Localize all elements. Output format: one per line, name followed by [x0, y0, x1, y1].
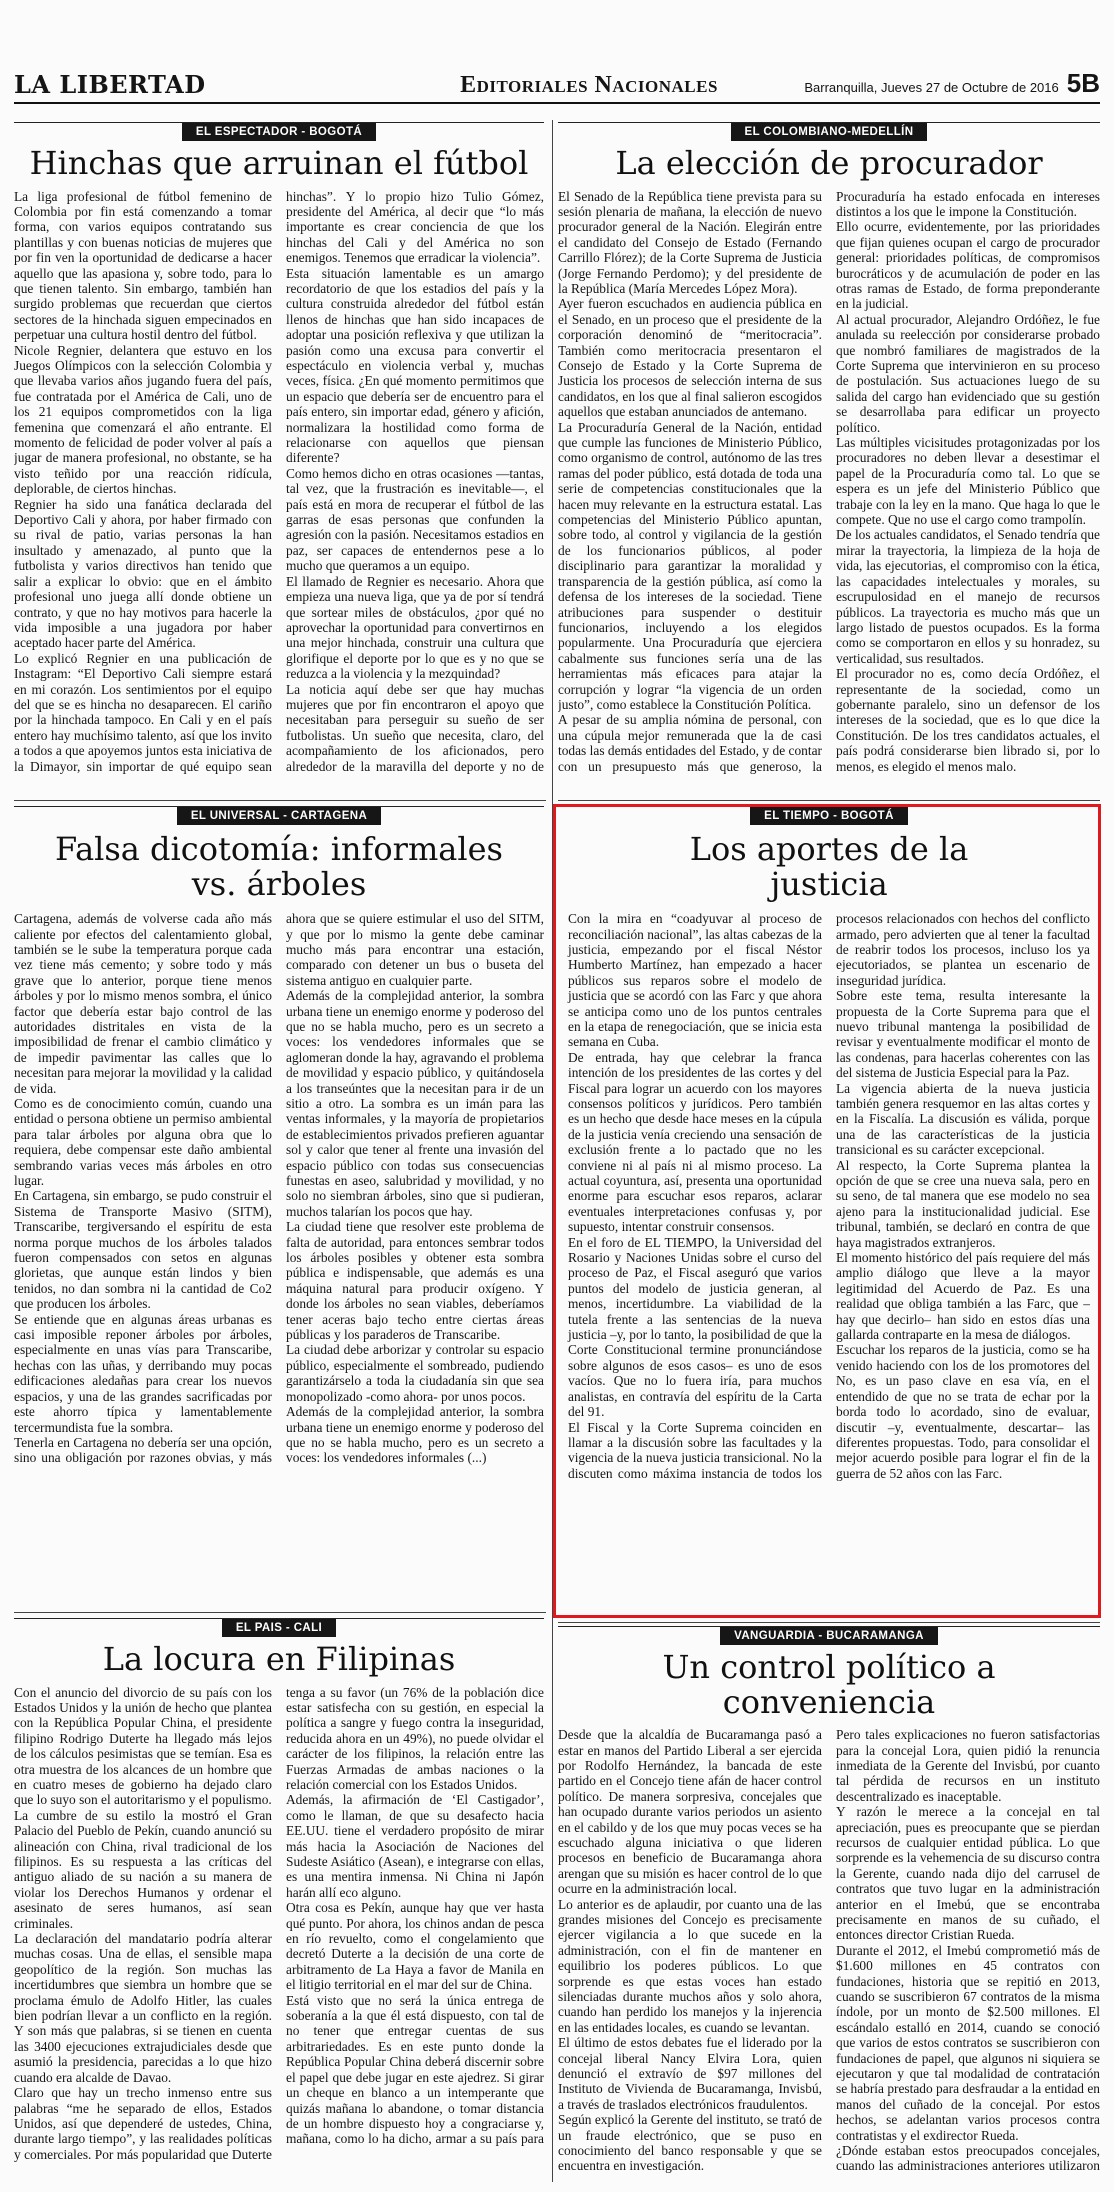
paragraph: El Senado de la República tiene prevista para su sesión plenaria de mañana, la elección de nuevo procurador general de la Nación. Elegirán entre el candidato del Consejo de Estado (Fernando Carrillo Flórez); de la Corte Suprema de Justicia (Jorge Fernando Perdomo); y del presidente de la República (María Mercedes López Mora).	[558, 188, 822, 296]
paragraph: El llamado de Regnier es necesario. Ahora que empieza una nueva liga, que ya de por sí tendrá que sortear miles de obstáculos, ¿por qué no aprovechar la oportunidad para convertirnos en una mejor hinchada, construir una cultura que glorifique el deporte por lo que es y no que se reduzca a la violencia y la mezquindad?	[286, 573, 544, 682]
editorial-dicotomia	[14, 806, 544, 1606]
paragraph: Y razón le merece a la concejal en tal apreciación, pues es preocupante que se pierdan recursos de cualquier entidad pública. Lo que sorprende es la vehemencia de su discurso contra la Gerente, cuando nada dijo del carrusel de contratos que tuvo lugar en la administración anterior en el Imebú, que se encontraba precisamente en manos de su cuñado, el entonces director Cristian Rueda.	[836, 1804, 1100, 1943]
headline: La elección de procurador	[615, 144, 1043, 182]
editorial-control-politico	[558, 1626, 1100, 2184]
article-body	[14, 911, 544, 1591]
dateline: Barranquilla, Jueves 27 de Octubre de 2016	[804, 80, 1059, 95]
paragraph: La vigencia abierta de la nueva justicia también genera resquemor en las altas cortes y en la Fiscalía. La discusión es válida, porque una de las características de la justicia transicional es su carácter excepcional.	[836, 1080, 1090, 1158]
paragraph: Lo explicó Regnier en una publicación de Instagram: “El Deportivo Cali siempre estará en mi corazón. Los sentimientos por el equipo del que se es hincha no desaparecen. El cariño por la hinchada tampoco. En Cali y en el país entero hay muchísimo talento, así que los invito a todos a que apoyemos juntos esta iniciativa de la Dimayor, sin importar de qué equipo sean hinchas”. Y lo propio hizo Tulio Gómez, presidente del América, al decir que “lo más importante es crear conciencia de que los hinchas del Cali y del América no son enemigos. Tenemos que erradicar la violencia”.	[14, 188, 544, 774]
paragraph: El momento histórico del país requiere del más amplio diálogo que lleve a la mayor legitimidad del Acuerdo de Paz. Es una realidad que obliga también a las Farc, que –hay que decirlo– han sido en estos días una gallarda contraparte en la mesa de diálogos.	[836, 1250, 1090, 1343]
paragraph: Regnier ha sido una fanática declarada del Deportivo Cali y ahora, por haber firmado con su rival de patio, varias personas la han insultado y amenazado, al punto que la futbolista y varios directivos han tenido que salir a explicar lo obvio: que en el ámbito profesional uno juega allí donde obtiene un contrato, y que no hay motivos para hacerle la vida imposible a una jugadora por haber aceptado hacer parte del América.	[14, 496, 272, 651]
section-title: Editoriales Nacionales	[460, 72, 718, 98]
paragraph: Las múltiples vicisitudes protagonizadas por los procuradores no deben llevar a desestimar el papel de la Procuraduría como tal. Lo que se espera es un jefe del Ministerio Público que trabaje con la ley en la mano. Que haga lo que le compete. Que no use el cargo como trampolín.	[836, 435, 1100, 528]
source-tag: EL TIEMPO - BOGOTÁ	[750, 807, 908, 825]
source-tag: EL UNIVERSAL - CARTAGENA	[177, 807, 381, 825]
paragraph: De los actuales candidatos, el Senado tendría que mirar la trayectoria, la limpieza de la hoja de vida, las ejecutorias, el compromiso con la ética, las capacidades intelectuales y morales, su escrupulosidad en el manejo de recursos públicos. La trayectoria es mucho más que un largo listado de puestos ocupados. Es la forma como se comportaron en ellos y su honradez, su verticalidad, sus resultados.	[836, 527, 1100, 666]
paragraph: Con la mira en “coadyuvar al proceso de reconciliación nacional”, las altas cabezas de la justicia, empezando por el fiscal Néstor Humberto Martínez, han empezado a hacer públicos sus reparos sobre el modelo de justicia que se acordó con las Farc y que ahora se anticipa como uno de los puntos centrales en la etapa de renegociación, que se inicia esta semana en Cuba.	[568, 911, 822, 1050]
paragraph: Como hemos dicho en otras ocasiones —tantas, tal vez, que la frustración es inevitable—, el país está en mora de recuperar el fútbol de las garras de esas personas que confunden la agresión con la pasión. Necesitamos estadios en paz, ser capaces de entendernos pese a lo mucho que queramos a un equipo.	[286, 465, 544, 574]
paragraph: Desde que la alcaldía de Bucaramanga pasó a estar en manos del Partido Liberal a ser ejercida por Rodolfo Hernández, la bancada de este partido en el Concejo tiene afán de hacer control político. De manera sorpresiva, concejales que han ocupado durante varios periodos un asiento en el cabildo y de los que muy pocas veces se ha escuchado alguna iniciativa o que lideren procesos en beneficio de Bucaramanga ahora arengan que su misión es hacer control de lo que ocurre en la administración local.	[558, 1727, 822, 1897]
source-tag: EL PAIS - CALI	[222, 1619, 336, 1637]
section-divider	[14, 800, 546, 801]
paragraph: La noticia aquí debe ser que hay muchas mujeres que por fin encontraron el apoyo que necesitaban para perseguir su sueño de ser futbolistas. Un sueño que necesita, claro, del acompañamiento de los aficionados, pero alrededor de la maravilla del deporte y no de	[286, 681, 544, 774]
paragraph: Nicole Regnier, delantera que estuvo en los Juegos Olímpicos con la selección Colombia y que llevaba varios años jugando fuera del país, fue contratada por el América de Cali, uno de los 21 equipos comprometidos con la liga femenina que comenzará el año entrante. El momento de felicidad de poder volver al país a jugar de manera profesional, no obstante, se ha visto teñido por una reacción ridícula, deplorable, de ciertos hinchas.	[14, 342, 272, 497]
source-tag: EL ESPECTADOR - BOGOTÁ	[182, 123, 376, 141]
headline: Los aportes de la justicia	[689, 830, 969, 903]
paragraph: La cumbre de su estilo la mostró el Gran Palacio del Pueblo de Pekín, cuando anunció su alineación con China, rival tradicional de los filipinos. Es su respuesta a las críticas del antiguo aliado de su nación a su manera de violar los Derechos Humanos y ordenar el asesinato de seres humanos, así sean criminales.	[14, 1807, 272, 1931]
paragraph: Sobre este tema, resulta interesante la propuesta de la Corte Suprema para que el nuevo tribunal mantenga la posibilidad de revisar y eventualmente modificar el monto de las condenas, para hacerlas coherentes con las del sistema de Justicia Especial para la Paz.	[836, 988, 1090, 1081]
headline: La locura en Filipinas	[102, 1640, 456, 1678]
paragraph: A pesar de su amplia nómina de personal, con una cúpula mejor remunerada que la de casi todas las demás entidades del Estado, y de contar con un presupuesto más que generoso, la Procuraduría ha estado enfocada en intereses distintos a los que le impone la Constitución.	[558, 188, 1100, 774]
paragraph: Durante el 2012, el Imebú comprometió más de $1.600 millones en 45 contratos con fundaciones, historia que se repitió en 2013, cuando se suscribieron 67 contratos de la misma índole, por un monto de $2.500 millones. El escándalo estalló en 2014, cuando se conoció que varios de estos contratos se suscribieron con fundaciones de papel, que algunos ni siquiera se ejecutaron y que tal modalidad de contratación se habría prestado para desfraudar a la entidad en manos del cuñado de la concejal. Por estos hechos, se adelantan varios procesos contra contratistas y el exdirector Rueda.	[836, 1942, 1100, 2143]
paragraph: De entrada, hay que celebrar la franca intención de los presidentes de las cortes y del Fiscal para lograr un acuerdo con los mayores consensos políticos y jurídicos. Pero también es un hecho que desde hace meses en la cúpula de la justicia venía creciendo una sensación de exclusión frente a lo pactado que no les conviene ni al país ni al mismo proceso. La actual coyuntura, así, presenta una oportunidad enorme para escuchar esos reparos, aclarar eventuales interpretaciones confusas y, por supuesto, intentar construir consensos.	[568, 1049, 822, 1235]
editorial-filipinas	[14, 1618, 544, 2184]
section-divider	[558, 800, 1100, 801]
article-body	[14, 189, 544, 789]
paragraph: Ello ocurre, evidentemente, por las prioridades que fijan quienes ocupan el cargo de procurador general: prioridades políticas, de compromisos burocráticos y de acumulación de poder en las otras ramas de Estado, de forma preponderante en la judicial.	[836, 219, 1100, 312]
paragraph: Además de la complejidad anterior, la sombra urbana tiene un enemigo enorme y poderoso del que no se habla mucho, pero es un secreto a voces: los vendedores informales que se aglomeran donde la hay, agravando el problema de movilidad y espacio público, y quitándosela a los transeúntes que la necesitan para ir de un sitio a otro. La sombra es un imán para las ventas informales, y la mayoría de propietarios de establecimientos privados prefieren aguantar sol y calor que tener al frente una invasión del espacio público con todas sus consecuencias funestas en aseo, salubridad y movilidad, y no solo no siembran árboles, sino que si pudieran, muchos talarían los pocos que hay.	[286, 988, 544, 1219]
paragraph: El último de estos debates fue el liderado por la concejal liberal Nancy Elvira Lora, quien denunció el extravío de $97 millones del Instituto de Vivienda de Bucaramanga, Invisbú, a través de traslados electrónicos fraudulentos.	[558, 2035, 822, 2112]
paragraph: En Cartagena, sin embargo, se pudo construir el Sistema de Transporte Masivo (SITM), Transcaribe, tergiversando el espíritu de esta norma porque muchos de los árboles talados fueron compensados con setos en algunas glorietas, que aunque están lindos y bien tenidos, no dan sombra ni la cantidad de Co2 que producen los árboles.	[14, 1188, 272, 1312]
paragraph: Al respecto, la Corte Suprema plantea la opción de que se cree una nueva sala, pero en su seno, de tal manera que ese modelo no sea ajeno para la institucionalidad judicial. Ese tribunal, también, se declaró en contra de que haya magistrados extranjeros.	[836, 1157, 1090, 1250]
article-body	[14, 1685, 544, 2175]
paragraph: La ciudad tiene que resolver este problema de falta de autoridad, para entonces sembrar todos los árboles posibles y obtener esta sombra pública e indispensable, que además es una máquina natural para producir oxígeno. Y donde los árboles no sean viables, deberíamos tener aceras bajo techo entre ciertas áreas públicas y los paraderos de Transcaribe.	[286, 1219, 544, 1343]
masthead	[14, 70, 1100, 104]
editorial-procurador	[558, 122, 1100, 798]
editorial-hinchas	[14, 122, 544, 798]
paragraph: Escuchar los reparos de la justicia, como se ha venido haciendo con los de los promotores del No, es un paso clave en esa vía, en el entendido de que no se trata de echar por la borda todo lo acordado, sino de evaluar, discutir –y, eventualmente, descartar– las diferentes propuestas. Todo, para consolidar el mejor acuerdo posible para lograr el fin de la guerra de 52 años con las Farc.	[836, 1342, 1090, 1481]
paragraph: Tenerla en Cartagena no debería ser una opción, sino una obligación por razones obvias, y más ahora que se quiere estimular el uso del SITM, y que por lo mismo la gente debe caminar mucho más para encontrar una estación, comparado con detener un bus o buseta del sistema antiguo en cualquier parte.	[14, 911, 544, 1466]
paragraph: El procurador no es, como decía Ordóñez, el representante de la sociedad, como un gobernante paralelo, sino un defensor de los intereses de la sociedad, que es lo que dice la Constitución. De los tres candidatos actuales, el país podrá considerarse bien librado si, por lo menos, es elegido el menos malo.	[836, 666, 1100, 774]
paragraph: Cartagena, además de volverse cada año más caliente por efectos del calentamiento global, también se le sube la temperatura porque cada vez tiene más cemento; y sobre todo y más grave que lo anterior, porque tiene menos árboles y por lo mismo menos sombra, el único factor que debería estar bajo control de las autoridades distritales en vista de la imposibilidad de frenar el cambio climático y de impedir pavimentar las calles que lo necesitan para mejorar la movilidad y la calidad de vida.	[14, 911, 272, 1096]
headline: Falsa dicotomía: informales vs. árboles	[55, 830, 503, 903]
paragraph: Ayer fueron escuchados en audiencia pública en el Senado, en un proceso que el presidente de la corporación denominó de “meritocracia”. También como meritocracia presentaron el Consejo de Estado y la Corte Suprema de Justicia los procesos de selección interna de sus candidatos, en los que al final salieron escogidos aquellos que estaban anunciados de antemano.	[558, 296, 822, 420]
page-number: 5B	[1066, 68, 1100, 98]
paragraph: En el foro de EL TIEMPO, la Universidad del Rosario y Naciones Unidas sobre el curso del proceso de Paz, el Fiscal aseguró que varios puntos del modelo de justicia generan, al menos, incertidumbre. La viabilidad de la tutela frente a las sentencias de la nueva justicia –y, por lo tanto, la posibilidad de que la Corte Constitucional termine pronunciándose sobre algunos de esos casos– es uno de esos vacíos. Que no lo fuera iría, para muchos analistas, en contravía del espíritu de la Carta del 91.	[568, 1234, 822, 1420]
headline: Un control político a conveniencia	[662, 1648, 996, 1721]
paragraph: Como es de conocimiento común, cuando una entidad o persona obtiene un permiso ambiental para talar árboles por alguna obra que lo requiera, debe compensar este daño ambiental sembrando varias veces más árboles en otro lugar.	[14, 1095, 272, 1188]
article-body	[558, 1727, 1100, 2177]
paragraph: Claro que hay un trecho inmenso entre sus palabras “me he separado de ellos, Estados Unidos, así que dependeré de ustedes, China, durante largo tiempo”, y las realidades políticas y comerciales. Por más popularidad que Duterte tenga a su favor (un 76% de la población dice estar satisfecha con su gestión, en especial la política a sangre y fuego contra la inseguridad, reducida ahora en un 49%), no puede olvidar el carácter de los filipinos, la relación entre las Fuerzas Armadas de ambas naciones o la relación comercial con los Estados Unidos.	[14, 1684, 544, 2162]
paragraph: La ciudad debe arborizar y controlar su espacio público, especialmente el sombreado, pudiendo garantizárselo a toda la ciudadanía sin que sea monopolizado -como ahora- por unos pocos.	[286, 1342, 544, 1404]
paragraph: Lo anterior es de aplaudir, por cuanto una de las grandes misiones del Concejo es precisamente ejercer vigilancia a lo que sucede en la administración, con el fin de mantener en equilibrio los poderes públicos. Lo que sorprende es que estas voces han estado silenciadas durante muchos años y solo ahora, cuando han perdido los manejos y la injerencia en las entidades locales, es cuando se levantan.	[558, 1896, 822, 2035]
article-body	[558, 189, 1100, 789]
section-divider	[14, 1612, 546, 1613]
paragraph: ¿Dónde estaban estos preocupados concejales, cuando las administraciones anteriores utilizaron	[836, 2143, 1100, 2174]
paragraph: La declaración del mandatario podría alterar muchas cosas. Una de ellas, el sensible mapa geopolítico de la región. Son muchas las incertidumbres que siembra un hombre que se proclama émulo de Adolfo Hitler, las cuales bien podrían llevar a un conflicto en la región. Y son más que palabras, si se tienen en cuenta las 3400 ejecuciones extrajudiciales desde que asumió la presidencia, parecidas a lo que hizo cuando era alcalde de Davao.	[14, 1931, 272, 2085]
paragraph: Según explicó la Gerente del instituto, se trató de un fraude electrónico, que se puso en conocimiento del banco responsable y que se encuentra en investigación.	[558, 2112, 822, 2174]
section-divider	[558, 1622, 1100, 1623]
paragraph: Con el anuncio del divorcio de su país con los Estados Unidos y la unión de hecho que plantea con la República Popular China, el presidente filipino Rodrigo Duterte ha llegado más lejos de los cálculos pesimistas que se temían. Esa es otra muestra de los alcances de un hombre que en cuatro meses de gobierno ha dejado claro que lo suyo son el autoritarismo y el populismo.	[14, 1684, 272, 1808]
newspaper-name: LA LIBERTAD	[14, 70, 206, 99]
paragraph: Además, la afirmación de ‘El Castigador’, como le llaman, de que su desafecto hacia EE.UU. tiene el verdadero propósito de mirar más hacia la Asociación de Naciones del Sudeste Asiático (Asean), e integrarse con ellas, es una mentira inmensa. Ni China ni Japón harán allí eco alguno.	[286, 1792, 544, 1900]
paragraph: El Fiscal y la Corte Suprema coinciden en llamar a la discusión sobre las facultades y la vigencia de la nueva justicia transicional. No la discuten como máxima instancia de todos los procesos relacionados con hechos del conflicto armado, pero advierten que al tener la facultad de reabrir todos los procesos, incluso los ya ejecutoriados, se plantea un escenario de inseguridad jurídica.	[568, 911, 1090, 1481]
paragraph: Al actual procurador, Alejandro Ordóñez, le fue anulada su reelección por considerarse probado que nombró familiares de magistrados de la Corte Suprema que intervinieron en su proceso de postulación. Sus actuaciones luego de su salida del cargo han evidenciado que su gestión se desarrollaba para edificar un proyecto político.	[836, 311, 1100, 435]
paragraph: Además de la complejidad anterior, la sombra urbana tiene un enemigo enorme y poderoso del que no se habla mucho, pero es un secreto a voces: los vendedores informales (...)	[286, 1404, 544, 1466]
paragraph: La Procuraduría General de la Nación, entidad que cumple las funciones de Ministerio Público, como organismo de control, autónomo de las tres ramas del poder público, está dotada de toda una serie de competencias constitucionales que la hacen muy relevante en la estructura estatal. Las competencias del Ministerio Público apuntan, sobre todo, al control y vigilancia de la gestión de los funcionarios públicos, al poder disciplinario para garantizar la moralidad y transparencia de la gestión pública, así como la defensa de los intereses de la sociedad. Tiene atribuciones para suspender o destituir funcionarios, incluyendo a los elegidos popularmente. Una Procuraduría que ejerciera cabalmente sus funciones sería una de las herramientas más eficaces para atajar la corrupción y lograr “la vigencia de un orden justo”, como establece la Constitución Política.	[558, 419, 822, 712]
paragraph: Está visto que no será la única entrega de soberanía a la que él está dispuesto, con tal de no tener que entregar cuentas de sus arbitrariedades. Es en este punto donde la República Popular China deberá discernir sobre el papel que debe jugar en este ajedrez. Si girar un cheque en blanco a un intemperante que quizás mañana lo abandone, o tomar distancia de un hombre dispuesto hoy a congraciarse y, mañana, como lo ha dicho, armar a su país para	[286, 1992, 544, 2147]
paragraph: La liga profesional de fútbol femenino de Colombia por fin está comenzando a tomar forma, con varios equipos contratando sus plantillas y con buenas noticias de mujeres que por fin ven la oportunidad de dedicarse a hacer aquello que las apasiona y, sobre todo, para lo que tienen talento. Sin embargo, también han surgido problemas que recuerdan que ciertos sectores de la hinchada siguen empecinados en perpetuar una cultura hostil dentro del fútbol.	[14, 188, 272, 343]
paragraph: Se entiende que en algunas áreas urbanas es casi imposible reponer árboles por árboles, especialmente en unas vías para Transcaribe, hechas con las uñas, y derribando muy pocas edificaciones aledañas para crear los nuevos espacios, y una de las grandes sacrificadas por este ahorro típica y lamentablemente tercermundista fue la sombra.	[14, 1311, 272, 1435]
paragraph: Otra cosa es Pekín, aunque hay que ver hasta qué punto. Por ahora, los chinos andan de pesca en río revuelto, como el congelamiento que decretó Duterte a la decisión de una corte de arbitramento de La Haya a favor de Manila en el litigio territorial en el mar del sur de China.	[286, 1900, 544, 1993]
selection-highlight	[553, 804, 1101, 1618]
paragraph: Esta situación lamentable es un amargo recordatorio de que los estadios del país y la cultura construida alrededor del fútbol están llenos de hinchas que han sido incapaces de adoptar una posición reflexiva y que utilizan la pasión como una excusa para convertir el espectáculo en violencia verbal y, muchas veces, física. ¿En qué momento permitimos que un espacio que debería ser de encuentro para el país entero, sin importar edad, género y afición, normalizara la hostilidad como forma de relacionarse con aquellos que piensan diferente?	[286, 265, 544, 466]
source-tag: VANGUARDIA - BUCARAMANGA	[720, 1627, 938, 1645]
headline: Hinchas que arruinan el fútbol	[29, 144, 529, 182]
source-tag: EL COLOMBIANO-MEDELLÍN	[731, 123, 928, 141]
paragraph: Pero tales explicaciones no fueron satisfactorias para la concejal Lora, quien pidió la renuncia inmediata de la Gerente del Invisbú, por cuanto tal pérdida de recursos en un instituto descentralizado es inaceptable.	[836, 1727, 1100, 1804]
